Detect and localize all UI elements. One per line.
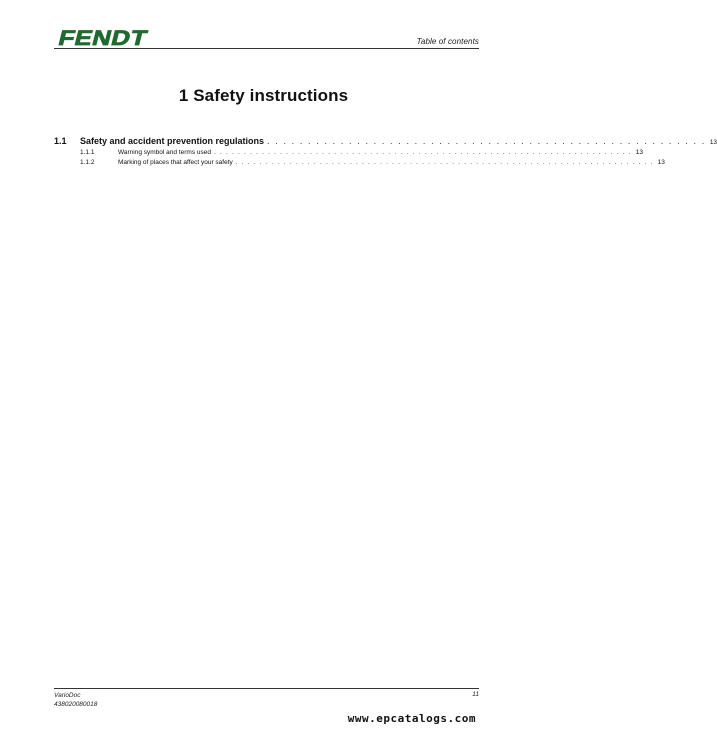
header-section-label: Table of contents <box>416 37 479 46</box>
chapter-title: 1 Safety instructions <box>178 86 349 105</box>
toc-entry-number: 1.1.2 <box>80 159 95 166</box>
toc-entry-page: 13 <box>657 159 665 166</box>
watermark-link[interactable]: www.epcatalogs.com <box>347 712 476 725</box>
footer-doc-info <box>54 691 97 709</box>
footer-page-number: 11 <box>472 691 479 698</box>
toc-entry-page: 13 <box>709 139 717 146</box>
footer-doc-number: 438020080018 <box>54 701 98 708</box>
toc-entry[interactable] <box>54 149 644 159</box>
toc-leader-dots: . . . . . . . . . . . . . . . . . . . . . . . . . . . . . . . . . . . . . . . . . . . . . . . . . . . . . . <box>267 136 706 146</box>
toc-entry[interactable] <box>54 159 665 169</box>
toc-entry-title: Warning symbol and terms used <box>118 149 211 156</box>
fendt-logo-mark <box>54 26 152 48</box>
table-of-contents <box>54 136 717 169</box>
toc-entry-page: 13 <box>635 149 644 156</box>
toc-entry-number: 1.1 <box>54 136 67 146</box>
svg-text:FENDT: FENDT <box>56 26 135 50</box>
header-divider <box>54 48 479 49</box>
toc-entry-title: Safety and accident prevention regulations <box>80 136 265 146</box>
toc-leader-dots: . . . . . . . . . . . . . . . . . . . . . . . . . . . . . . . . . . . . . . . . . . . . . . . . . . . . . . . . . . . . . . . . . . . . . . <box>213 149 632 156</box>
footer-doc-name: VarioDoc <box>54 692 81 699</box>
footer-divider <box>54 688 479 689</box>
toc-leader-dots: . . . . . . . . . . . . . . . . . . . . . . . . . . . . . . . . . . . . . . . . . . . . . . . . . . . . . . . . . . . . . . . . . . . . . . <box>235 159 654 166</box>
fendt-logo <box>54 26 152 48</box>
toc-entry-title: Marking of places that affect your safety <box>118 159 233 166</box>
toc-entry[interactable] <box>54 136 717 149</box>
toc-entry-number: 1.1.1 <box>80 149 95 156</box>
